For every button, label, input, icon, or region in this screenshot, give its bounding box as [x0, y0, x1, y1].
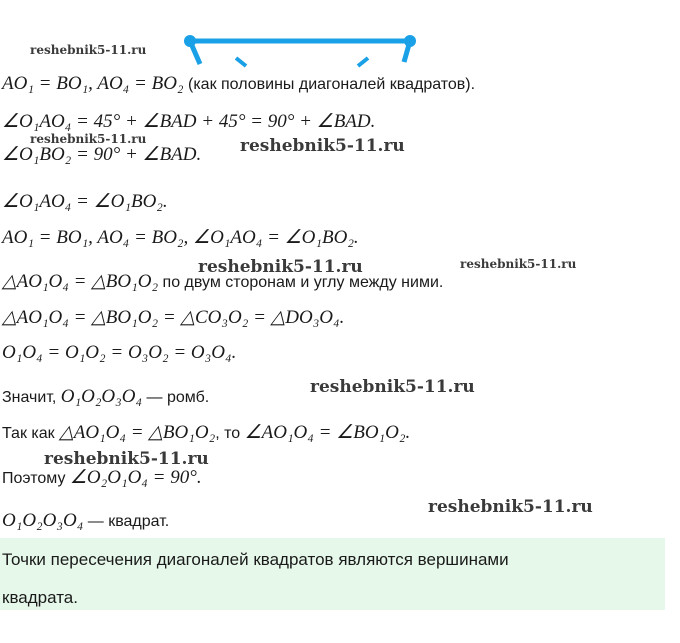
solution-line-1	[2, 73, 475, 95]
solution-line-7	[2, 306, 344, 329]
figure-fragment	[0, 0, 680, 70]
explanation-text: Значит,	[2, 389, 57, 406]
solution-line-4	[2, 190, 168, 213]
explanation-text: Так как	[2, 425, 55, 442]
watermark: reshebnik5-11.ru	[428, 497, 593, 517]
equation: AO₁ = BO₁, AO₄ = BO₂, ∠O₁AO₄ = ∠O₁BO₂.	[2, 227, 359, 248]
watermark: reshebnik5-11.ru	[198, 257, 363, 277]
watermark: reshebnik5-11.ru	[310, 377, 475, 397]
conclusion-box	[0, 538, 665, 610]
explanation-text: — ромб.	[146, 389, 210, 406]
equation: ∠O₁BO₂ = 90° + ∠BAD.	[2, 144, 202, 165]
solution-line-5	[2, 226, 359, 249]
solution-line-9	[2, 386, 209, 408]
conclusion-line-1: Точки пересечения диагоналей квадратов являются вершинами	[2, 550, 509, 569]
watermark: reshebnik5-11.ru	[460, 257, 577, 271]
watermark: reshebnik5-11.ru	[240, 136, 405, 156]
equation: O₁O₄ = O₁O₂ = O₃O₂ = O₃O₄.	[2, 342, 237, 363]
explanation-text: , то	[215, 425, 241, 442]
explanation-text: Поэтому	[2, 470, 66, 487]
watermark: reshebnik5-11.ru	[30, 132, 147, 146]
equation: △AO₁O₄ = △BO₁O₂	[2, 271, 159, 292]
equation: △AO₁O₄ = △BO₁O₂ = △CO₃O₂ = △DO₃O₄.	[2, 307, 345, 328]
solution-line-3	[2, 143, 201, 166]
conclusion-line-2: квадрата.	[2, 588, 78, 607]
equation: O₁O₂O₃O₄	[60, 386, 143, 407]
explanation-text: — квадрат.	[87, 513, 170, 530]
equation: ∠O₁AO₄ = 45° + ∠BAD + 45° = 90° + ∠BAD.	[2, 111, 376, 132]
solution-line-6	[2, 270, 443, 293]
solution-line-2	[2, 110, 375, 133]
watermark: reshebnik5-11.ru	[44, 449, 209, 469]
solution-line-8	[2, 342, 236, 364]
equation: ∠AO₁O₄ = ∠BO₁O₂.	[244, 422, 411, 443]
equation: △AO₁O₄ = △BO₁O₂	[59, 422, 216, 443]
solution-line-12	[2, 510, 169, 532]
explanation-text: (как половины диагоналей квадратов).	[187, 76, 476, 93]
explanation-text: по двум сторонам и углу между ними.	[162, 274, 444, 291]
watermark: reshebnik5-11.ru	[30, 43, 147, 57]
solution-line-10	[2, 421, 410, 444]
equation: ∠O₂O₁O₄ = 90°.	[69, 467, 202, 488]
solution-line-11	[2, 466, 202, 489]
equation: ∠O₁AO₄ = ∠O₁BO₂.	[2, 191, 168, 212]
equation: AO₁ = BO₁, AO₄ = BO₂	[2, 73, 184, 94]
equation: O₁O₂O₃O₄	[2, 510, 84, 531]
square-edge	[184, 35, 416, 66]
